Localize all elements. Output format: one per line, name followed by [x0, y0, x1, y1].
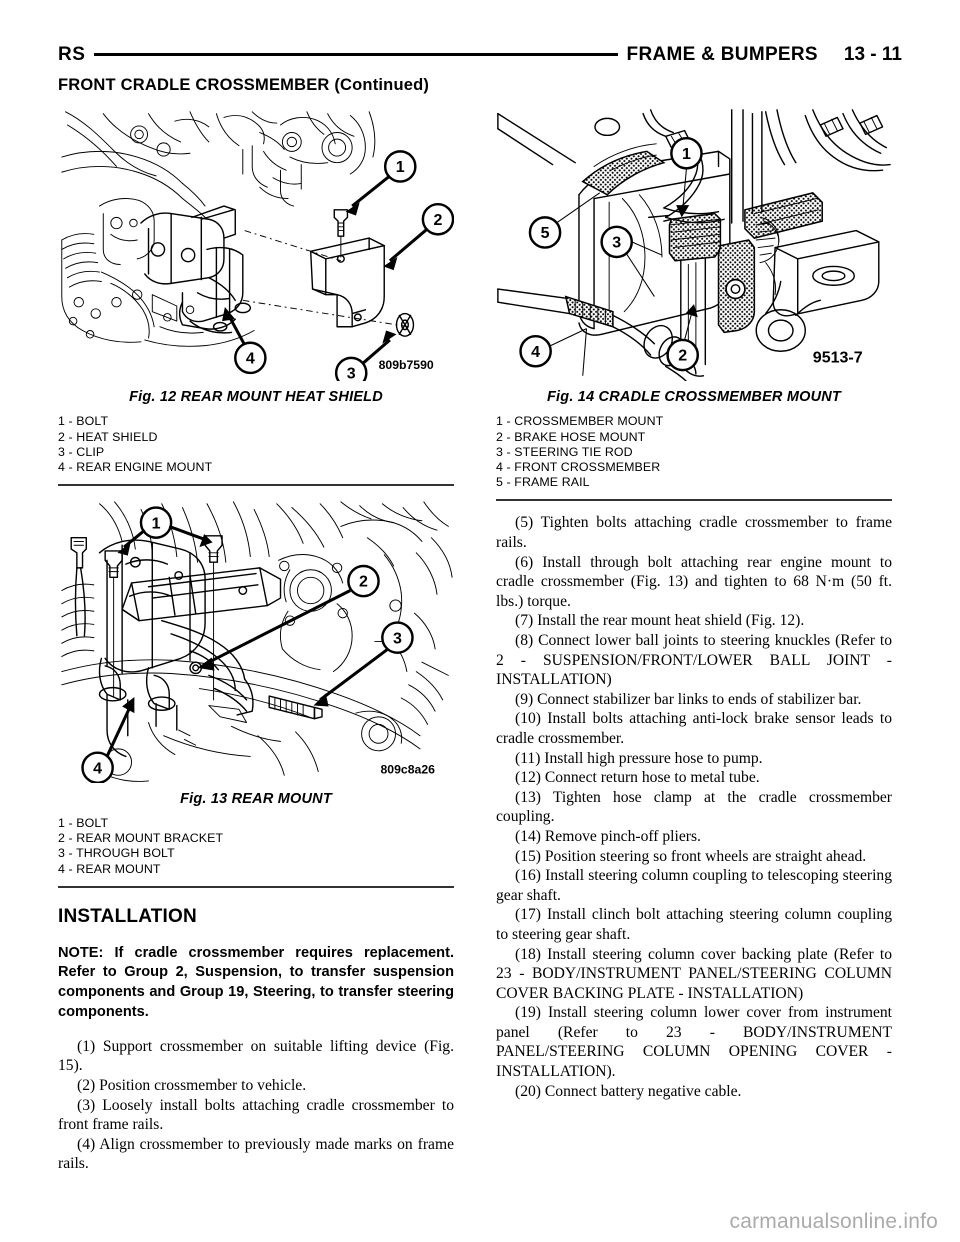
- svg-text:2: 2: [678, 346, 688, 365]
- figure-12-illustration: [58, 108, 454, 381]
- step-item: (1) Support crossmember on suitable lifting device (Fig. 15).: [58, 1037, 454, 1075]
- legend-item: 1 - BOLT: [58, 816, 109, 831]
- left-column: [58, 108, 454, 1174]
- figure-12-caption: Fig. 12 REAR MOUNT HEAT SHIELD: [129, 389, 383, 406]
- legend-item: 2 - HEAT SHIELD: [58, 429, 158, 444]
- figure-12-legend: [58, 414, 454, 475]
- figure-13-caption: Fig. 13 REAR MOUNT: [180, 791, 332, 808]
- step-item: (11) Install high pressure hose to pump.: [515, 749, 763, 767]
- svg-text:4: 4: [531, 342, 541, 361]
- svg-text:4: 4: [93, 759, 103, 778]
- legend-item: 4 - FRONT CROSSMEMBER: [496, 460, 661, 475]
- step-item: (14) Remove pinch-off pliers.: [515, 827, 701, 845]
- installation-steps-right: [496, 513, 892, 1101]
- svg-text:1: 1: [151, 514, 161, 533]
- step-item: (10) Install bolts attaching anti-lock brake sensor leads to cradle crossmember.: [496, 710, 892, 747]
- right-column: [496, 108, 892, 1101]
- step-item: (8) Connect lower ball joints to steering knuckles (Refer to 2 - SUSPENSION/FRONT/LOWER BALL JOINT - INSTALLATION): [496, 632, 892, 689]
- legend-item: 3 - THROUGH BOLT: [58, 846, 175, 861]
- fig14-drawing-id: 9513-7: [812, 348, 863, 367]
- site-watermark: carmanualsonline.info: [729, 1210, 938, 1233]
- callout-2: [383, 204, 453, 270]
- divider: [496, 499, 892, 501]
- svg-text:3: 3: [392, 629, 402, 648]
- manual-code: RS: [58, 44, 86, 65]
- figure-13-illustration: [58, 500, 454, 783]
- legend-item: 2 - BRAKE HOSE MOUNT: [496, 429, 646, 444]
- step-item: (15) Position steering so front wheels are straight ahead.: [515, 847, 867, 865]
- svg-text:1: 1: [681, 144, 691, 163]
- legend-item: 4 - REAR ENGINE MOUNT: [58, 460, 213, 475]
- step-item: (9) Connect stabilizer bar links to ends of stabilizer bar.: [515, 690, 862, 708]
- svg-text:2: 2: [433, 210, 443, 229]
- figure-14-caption: Fig. 14 CRADLE CROSSMEMBER MOUNT: [547, 389, 841, 406]
- legend-item: 1 - CROSSMEMBER MOUNT: [496, 414, 664, 429]
- divider: [58, 886, 454, 888]
- fig13-drawing-id: 809c8a26: [380, 762, 435, 777]
- step-item: (4) Align crossmember to previously made marks on frame rails.: [58, 1135, 454, 1173]
- step-item: (6) Install through bolt attaching rear engine mount to cradle crossmember (Fig. 13) and tighten to 68 N·m (50 ft. lbs.) torque.: [496, 553, 892, 610]
- callout-1: [346, 151, 416, 215]
- step-item: (5) Tighten bolts attaching cradle crossmember to frame rails.: [496, 514, 892, 552]
- section-title: FRAME & BUMPERS: [626, 44, 818, 65]
- installation-heading: INSTALLATION: [58, 905, 197, 927]
- legend-item: 2 - REAR MOUNT BRACKET: [58, 831, 224, 846]
- step-item: (16) Install steering column coupling to telescoping steering gear shaft.: [496, 867, 892, 904]
- step-item: (18) Install steering column cover backing plate (Refer to 23 - BODY/INSTRUMENT PANEL/STEERING COLUMN COVER BACKING PLATE - INSTALLATION): [496, 945, 892, 1002]
- step-item: (12) Connect return hose to metal tube.: [515, 769, 760, 787]
- legend-item: 5 - FRAME RAIL: [496, 475, 590, 490]
- legend-item: 1 - BOLT: [58, 414, 109, 429]
- callout-4: [222, 307, 265, 373]
- step-item: (13) Tighten hose clamp at the cradle crossmember coupling.: [496, 788, 892, 826]
- callout-3: [602, 227, 662, 297]
- callout-5: [530, 193, 600, 248]
- step-item: (3) Loosely install bolts attaching cradle crossmember to front frame rails.: [58, 1096, 454, 1134]
- svg-text:1: 1: [395, 158, 405, 177]
- step-item: (2) Position crossmember to vehicle.: [77, 1077, 307, 1095]
- divider: [58, 484, 454, 486]
- fig12-drawing-id: 809b7590: [378, 358, 434, 373]
- callout-4: [521, 329, 587, 376]
- step-item: (19) Install steering column lower cover from instrument panel (Refer to 23 - BODY/INSTRUMENT PANEL/STEERING COLUMN OPENING COVER - INSTALLATION).: [496, 1004, 892, 1081]
- step-item: (7) Install the rear mount heat shield (Fig. 12).: [515, 612, 805, 630]
- page-number: 13 - 11: [843, 44, 902, 65]
- figure-14-legend: [496, 414, 892, 490]
- header-rule: [94, 53, 617, 56]
- svg-text:5: 5: [540, 224, 550, 243]
- legend-item: 4 - REAR MOUNT: [58, 861, 161, 876]
- legend-item: 3 - STEERING TIE ROD: [496, 444, 633, 459]
- subheading: FRONT CRADLE CROSSMEMBER (Continued): [58, 76, 430, 94]
- callout-1: [671, 138, 701, 217]
- step-item: (20) Connect battery negative cable.: [515, 1082, 742, 1100]
- svg-text:3: 3: [346, 364, 356, 382]
- svg-text:4: 4: [245, 349, 255, 368]
- callout-3: [314, 623, 413, 707]
- installation-note: NOTE: If cradle crossmember requires replacement. Refer to Group 2, Suspension, to transfer suspension components and Group 19, Steering, to transfer steering components.: [58, 944, 454, 1020]
- figure-13-legend: [58, 816, 454, 877]
- figure-14-illustration: [496, 108, 892, 381]
- page-header: [58, 42, 902, 68]
- legend-item: 3 - CLIP: [58, 444, 105, 459]
- step-item: (17) Install clinch bolt attaching steering column coupling to steering gear shaft.: [496, 906, 892, 943]
- callout-3: [336, 331, 396, 382]
- svg-text:2: 2: [359, 572, 368, 591]
- svg-text:3: 3: [612, 233, 622, 252]
